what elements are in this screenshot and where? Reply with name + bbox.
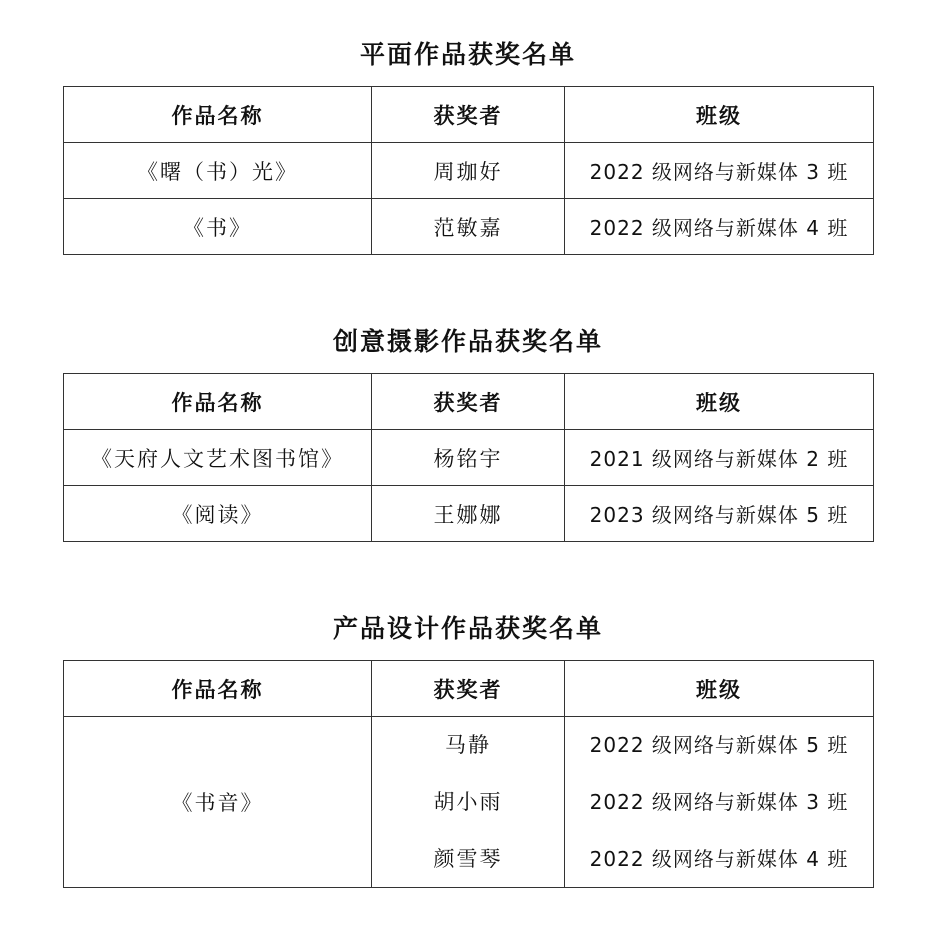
class-cell: 2023 级网络与新媒体 5 班: [565, 486, 874, 542]
work-name-cell: 《曙（书）光》: [64, 143, 372, 199]
winner-cell: 王娜娜: [372, 486, 565, 542]
class-entry: 2022 级网络与新媒体 4 班: [589, 846, 849, 871]
table-header-row: [64, 374, 874, 430]
work-name-cell: 《天府人文艺术图书馆》: [64, 430, 372, 486]
class-entry: 2022 级网络与新媒体 5 班: [589, 733, 849, 758]
section-title: 创意摄影作品获奖名单: [332, 327, 603, 356]
work-name-cell: 《书》: [64, 199, 372, 255]
header-winner: 获奖者: [372, 87, 565, 143]
winner-entry: 马静: [445, 733, 491, 758]
header-work-name: 作品名称: [64, 87, 372, 143]
header-class: 班级: [565, 374, 874, 430]
table-row: [64, 143, 874, 199]
section-title: 平面作品获奖名单: [359, 40, 576, 69]
work-name-cell: 《阅读》: [64, 486, 372, 542]
work-name-cell: 《书音》: [64, 717, 372, 888]
table-row: [64, 199, 874, 255]
table-row: [64, 430, 874, 486]
table-header-row: [64, 87, 874, 143]
winner-cell: 周珈好: [372, 143, 565, 199]
table-header-row: [64, 661, 874, 717]
awards-table: [63, 660, 874, 888]
header-work-name: 作品名称: [64, 661, 372, 717]
awards-table: [63, 86, 874, 255]
header-class: 班级: [565, 661, 874, 717]
winner-entry: 颜雪琴: [433, 846, 503, 871]
awards-table: [63, 373, 874, 542]
class-cell: 2022 级网络与新媒体 4 班: [565, 199, 874, 255]
header-work-name: 作品名称: [64, 374, 372, 430]
header-winner: 获奖者: [372, 374, 565, 430]
winners-cell: [372, 717, 565, 888]
table-row: [64, 486, 874, 542]
header-class: 班级: [565, 87, 874, 143]
header-winner: 获奖者: [372, 661, 565, 717]
table-row: [64, 717, 874, 888]
winner-entry: 胡小雨: [433, 789, 503, 814]
winner-cell: 范敏嘉: [372, 199, 565, 255]
class-cell: 2021 级网络与新媒体 2 班: [565, 430, 874, 486]
class-cell: 2022 级网络与新媒体 3 班: [565, 143, 874, 199]
winner-cell: 杨铭宇: [372, 430, 565, 486]
classes-cell: [565, 717, 874, 888]
class-entry: 2022 级网络与新媒体 3 班: [589, 789, 849, 814]
section-title: 产品设计作品获奖名单: [332, 614, 603, 643]
